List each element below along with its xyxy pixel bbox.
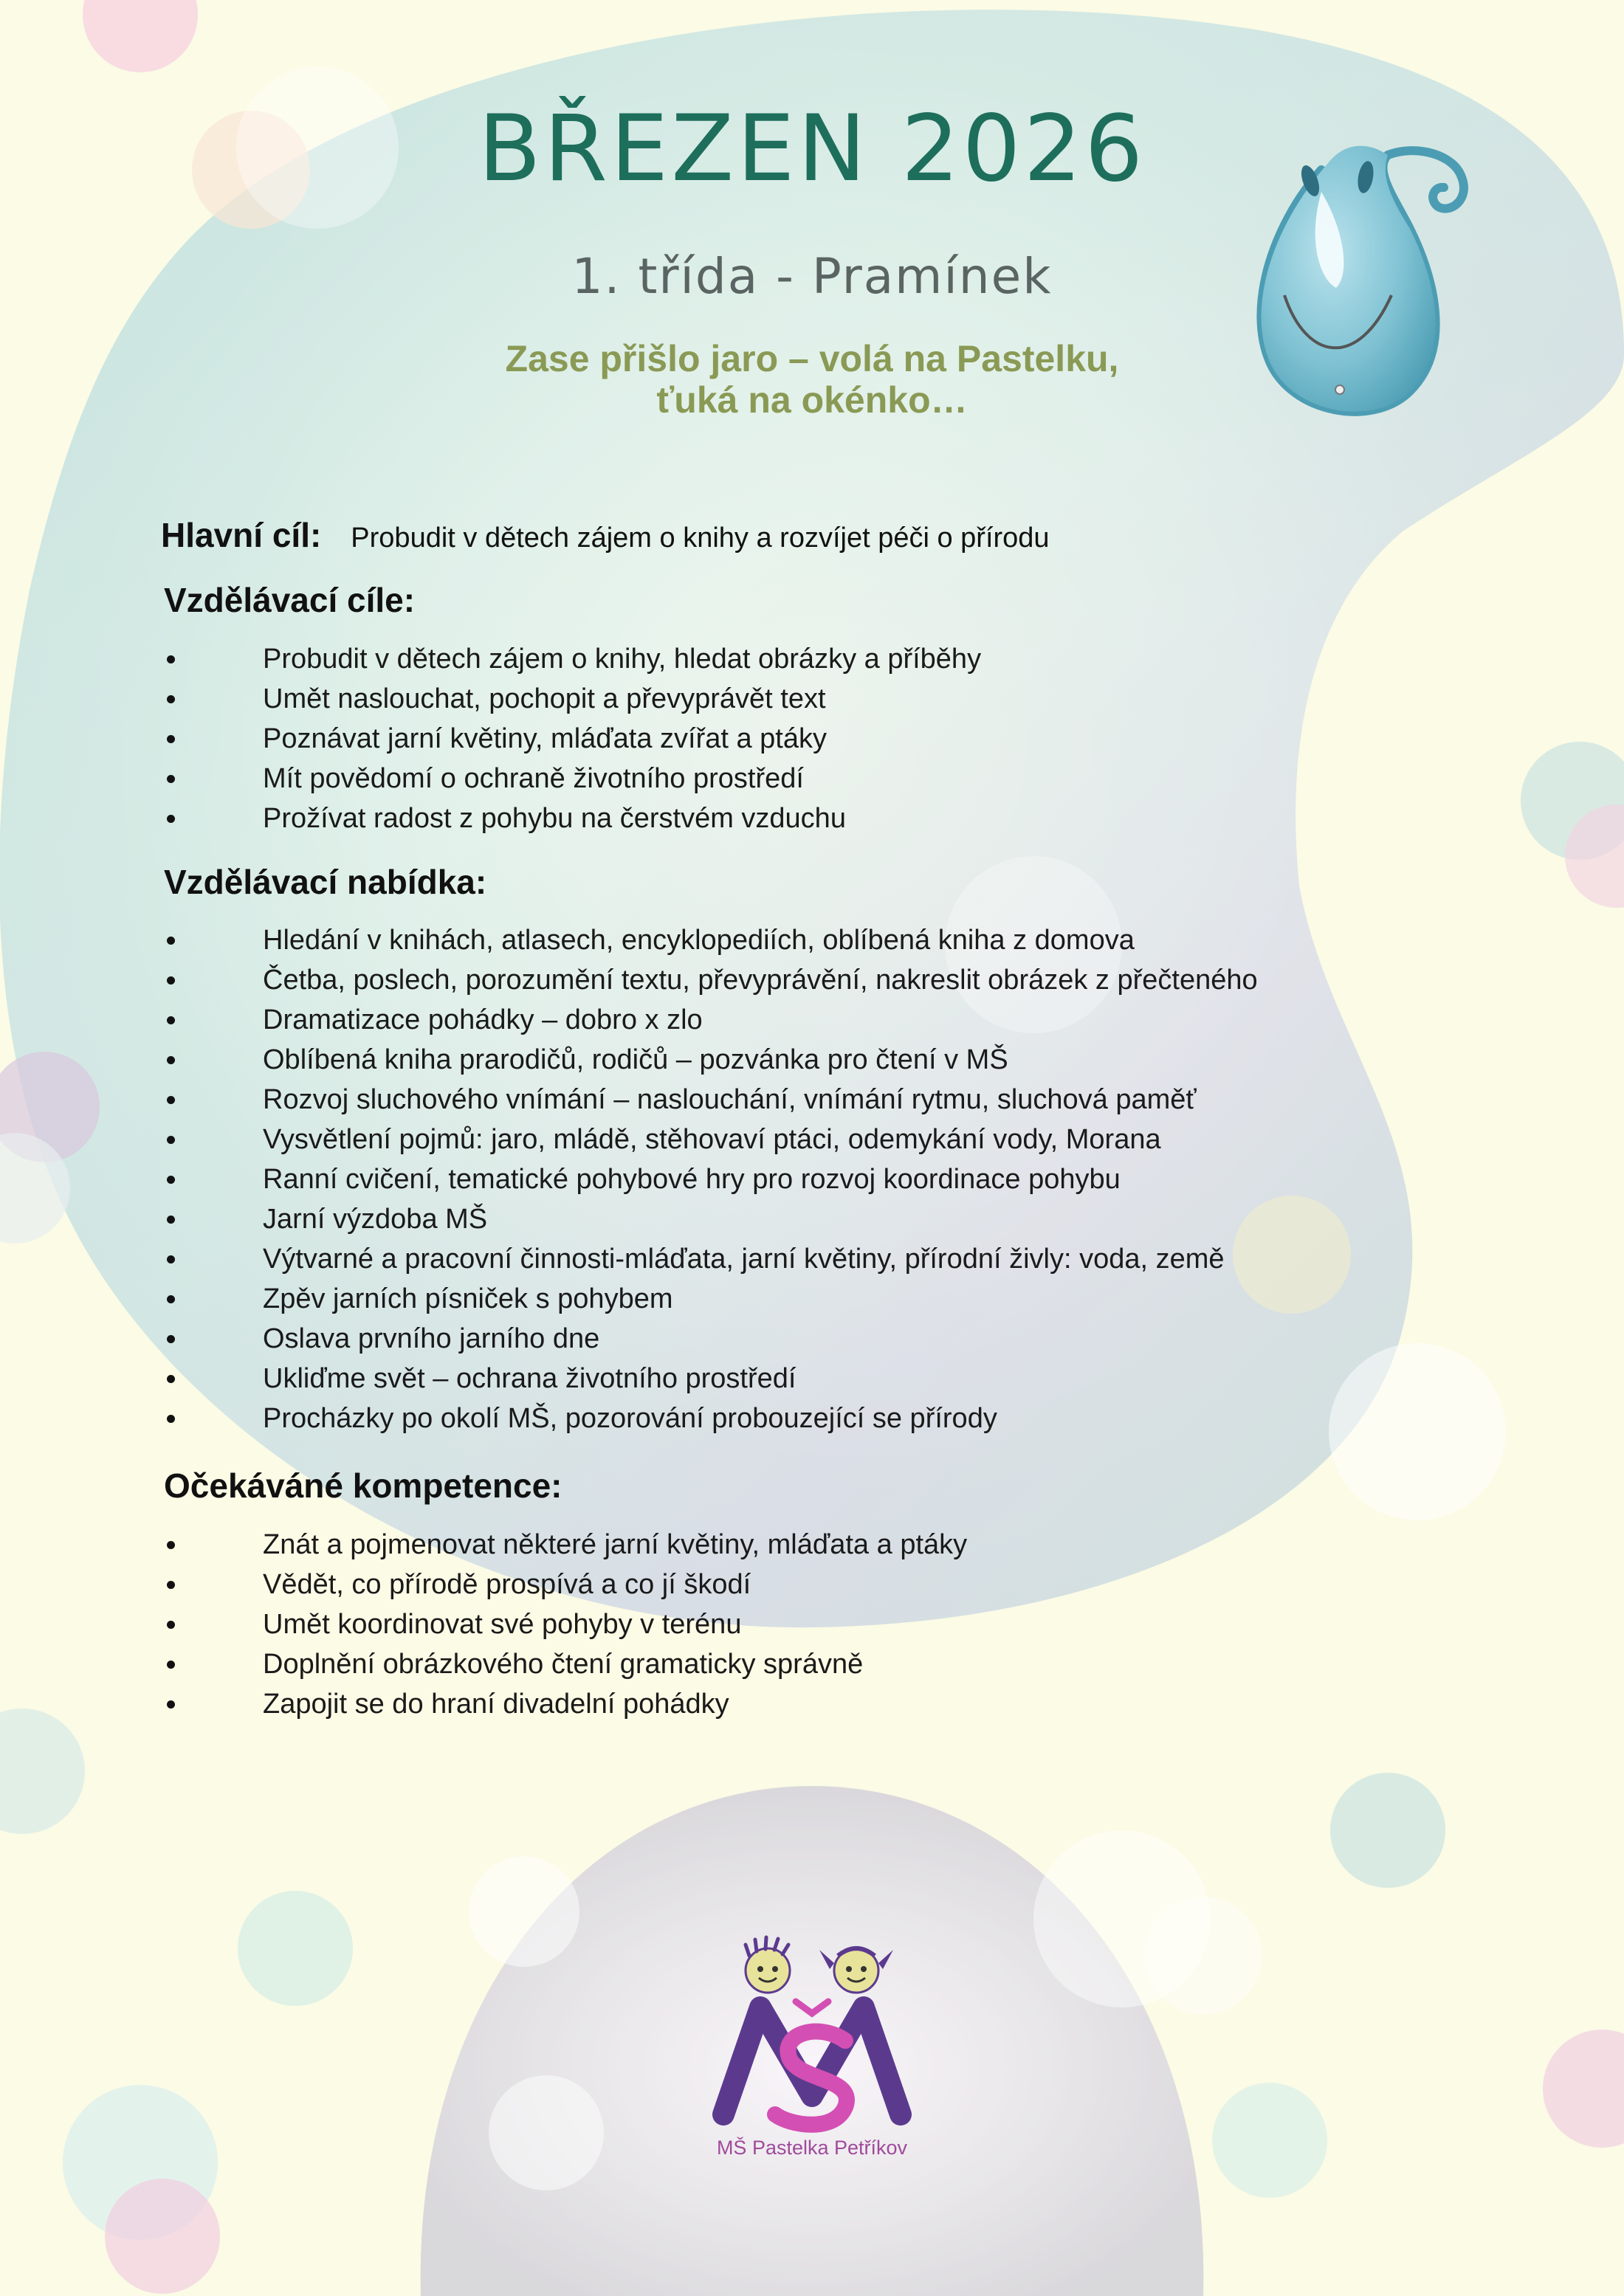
list-item: Hledání v knihách, atlasech, encyklopediích, oblíbená kniha z domova xyxy=(164,920,1258,960)
educational-goals-heading: Vzdělávací cíle: xyxy=(164,581,416,619)
list-item: Probudit v dětech zájem o knihy, hledat obrázky a příběhy xyxy=(164,639,981,679)
list-item: Ukliďme svět – ochrana životního prostředí xyxy=(164,1359,1258,1399)
logo-caption: MŠ Pastelka Petříkov xyxy=(716,2137,908,2159)
motto-line-1: Zase přišlo jaro – volá na Pastelku, xyxy=(505,338,1119,379)
list-item: Výtvarné a pracovní činnosti-mláďata, jarní květiny, přírodní živly: voda, země xyxy=(164,1239,1258,1279)
expected-competences-heading: Očekáváné kompetence: xyxy=(164,1466,562,1505)
list-item: Ranní cvičení, tematické pohybové hry pro rozvoj koordinace pohybu xyxy=(164,1159,1258,1199)
list-item: Vědět, co přírodě prospívá a co jí škodí xyxy=(164,1565,967,1604)
list-item: Poznávat jarní květiny, mláďata zvířat a ptáky xyxy=(164,719,981,759)
main-goal xyxy=(161,515,1050,555)
class-name: 1. třída - Pramínek xyxy=(571,248,1053,305)
list-item: Rozvoj sluchového vnímání – naslouchání, vnímání rytmu, sluchová paměť xyxy=(164,1080,1258,1120)
page-title: BŘEZEN 2026 xyxy=(478,96,1146,202)
list-item: Doplnění obrázkového čtení gramaticky správně xyxy=(164,1644,967,1684)
list-item: Zapojit se do hraní divadelní pohádky xyxy=(164,1684,967,1724)
list-item: Četba, poslech, porozumění textu, převyprávění, nakreslit obrázek z přečteného xyxy=(164,960,1258,1000)
educational-offer-heading: Vzdělávací nabídka: xyxy=(164,863,487,901)
list-item: Umět koordinovat své pohyby v terénu xyxy=(164,1604,967,1644)
main-goal-label: Hlavní cíl: xyxy=(161,516,322,554)
list-item: Umět naslouchat, pochopit a převyprávět text xyxy=(164,679,981,719)
list-item: Mít povědomí o ochraně životního prostředí xyxy=(164,759,981,799)
main-goal-text: Probudit v dětech zájem o knihy a rozvíjet péči o přírodu xyxy=(351,523,1050,554)
list-item: Procházky po okolí MŠ, pozorování probouzející se přírody xyxy=(164,1399,1258,1438)
educational-goals-list xyxy=(164,639,981,838)
educational-offer-list xyxy=(164,920,1258,1438)
list-item: Znát a pojmenovat některé jarní květiny, mláďata a ptáky xyxy=(164,1525,967,1565)
list-item: Prožívat radost z pohybu na čerstvém vzduchu xyxy=(164,799,981,838)
motto-line-2: ťuká na okénko… xyxy=(656,379,968,421)
list-item: Dramatizace pohádky – dobro x zlo xyxy=(164,1000,1258,1040)
list-item: Zpěv jarních písniček s pohybem xyxy=(164,1279,1258,1319)
kindergarten-logo-icon xyxy=(709,1934,915,2162)
list-item: Oslava prvního jarního dne xyxy=(164,1319,1258,1359)
list-item: Vysvětlení pojmů: jaro, mládě, stěhovaví ptáci, odemykání vody, Morana xyxy=(164,1120,1258,1159)
list-item: Jarní výzdoba MŠ xyxy=(164,1199,1258,1239)
list-item: Oblíbená kniha prarodičů, rodičů – pozvánka pro čtení v MŠ xyxy=(164,1040,1258,1080)
expected-competences-list xyxy=(164,1525,967,1724)
motto xyxy=(0,338,1624,421)
